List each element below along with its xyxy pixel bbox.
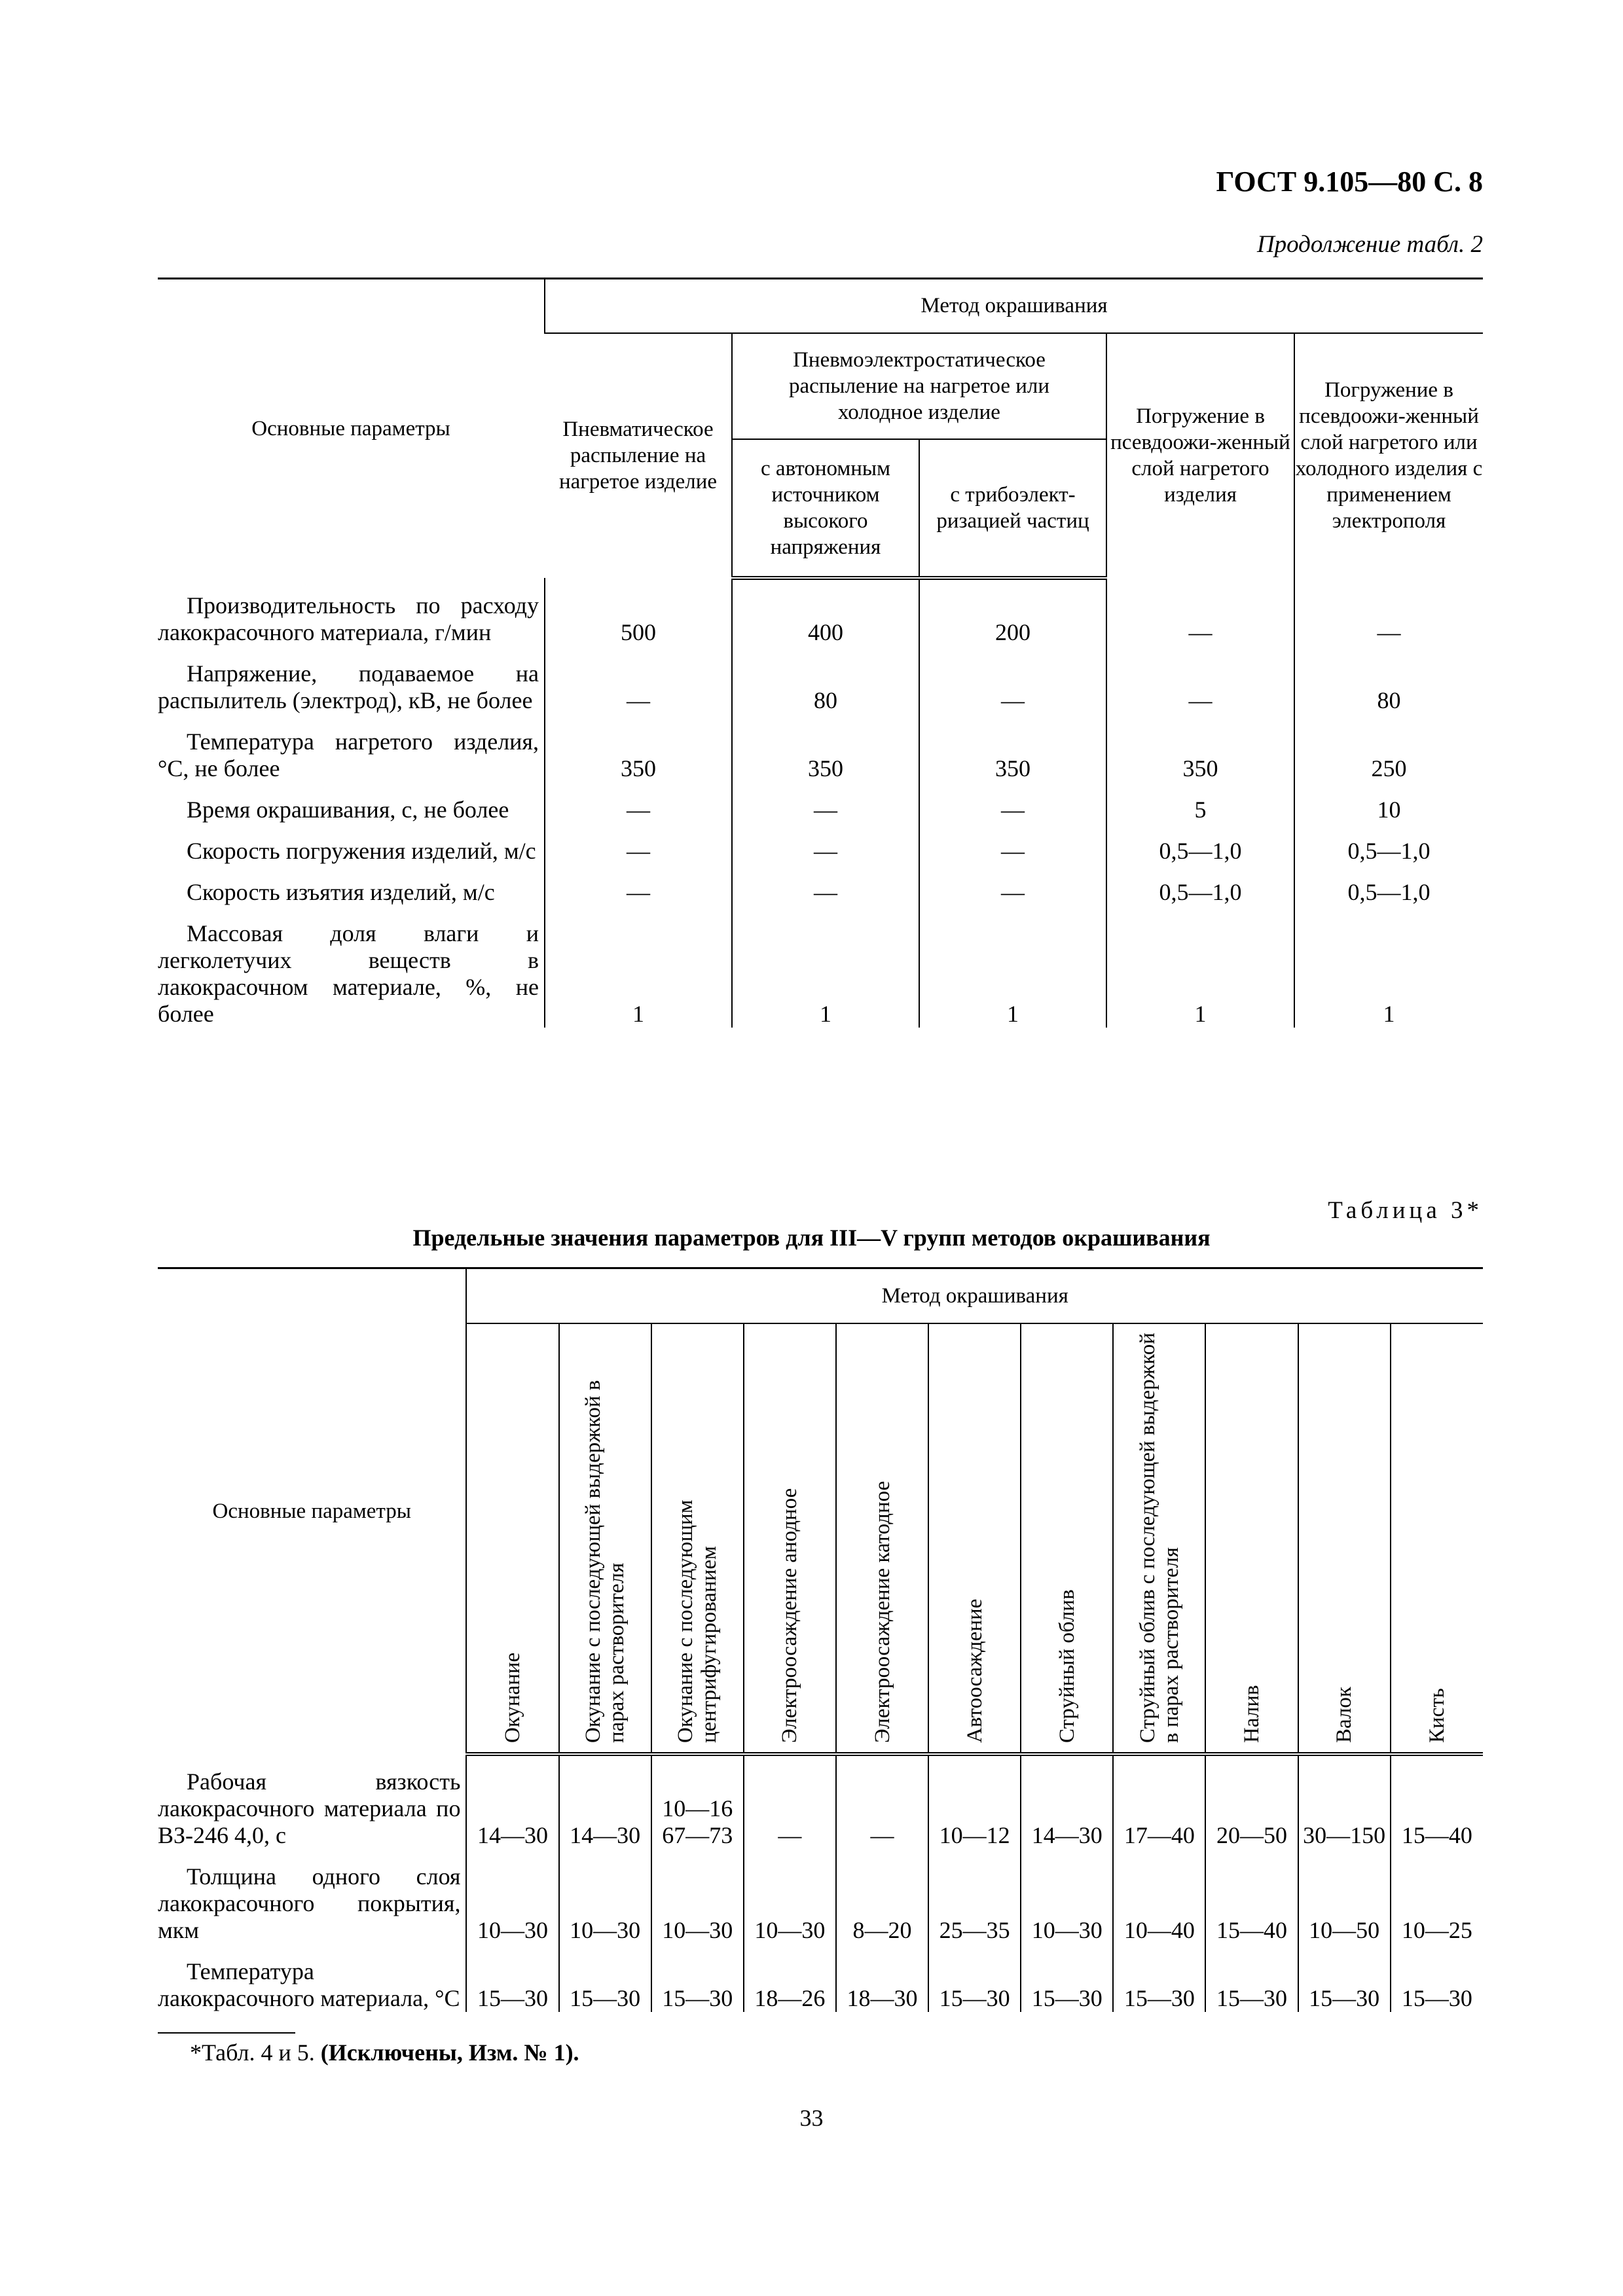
table-continuation-label: Продолжение табл. 2 (1256, 231, 1483, 258)
method-label: Струйный облив (1055, 1588, 1079, 1743)
value-cell: 1 (732, 906, 919, 1028)
footnote (190, 2039, 579, 2066)
table-row (158, 1944, 1483, 2012)
method-header: Метод окрашивания (466, 1268, 1483, 1323)
method-fluidized-field: Погружение в псевдоожи-женный слой нагретого или холодного изделия с применением электрополя (1294, 333, 1483, 578)
footnote-text: *Табл. 4 и 5. (190, 2039, 321, 2066)
value-cell: 1 (919, 906, 1106, 1028)
value-cell: 15—30 (928, 1944, 1021, 2012)
value-cell: 18—30 (836, 1944, 928, 2012)
value-cell: — (919, 646, 1106, 714)
value-cell: 10—30 (744, 1849, 836, 1944)
value-cell: 15—30 (651, 1944, 744, 2012)
value-cell: 10—12 (928, 1754, 1021, 1849)
table-row (158, 1754, 1483, 1849)
method-label: Автоосаждение (962, 1598, 987, 1743)
param-cell: Толщина одного слоя лакокрасочного покрытия, мкм (158, 1863, 461, 1943)
value-cell: 0,5—1,0 (1106, 865, 1294, 906)
param-cell: Скорость изъятия изделий, м/с (187, 878, 495, 905)
value-cell: 200 (919, 578, 1106, 646)
value-cell: 10—30 (651, 1849, 744, 1944)
value-cell: 18—26 (744, 1944, 836, 2012)
param-cell: Температура нагретого изделия, °С, не более (158, 728, 539, 781)
method-autonomous: с автономным источником высокого напряжения (732, 439, 919, 578)
value-cell: 14—30 (1021, 1754, 1113, 1849)
method-tribo: с трибоэлект-ризацией частиц (919, 439, 1106, 578)
value-cell: 1 (1106, 906, 1294, 1028)
table-row (158, 823, 1483, 865)
method-label: Окунание с последующей выдержкой в парах растворителя (581, 1380, 629, 1743)
param-cell: Напряжение, подаваемое на распылитель (электрод), кВ, не более (158, 660, 539, 713)
value-cell: 15—40 (1391, 1754, 1483, 1849)
value-cell: — (919, 823, 1106, 865)
value-cell: 0,5—1,0 (1106, 823, 1294, 865)
value-cell: 5 (1106, 782, 1294, 823)
param-header: Основные параметры (212, 1499, 411, 1524)
value-cell: — (732, 865, 919, 906)
page-number: 33 (799, 2105, 824, 2131)
value-cell: 15—30 (1205, 1944, 1298, 2012)
table-row (158, 578, 1483, 646)
value-cell: 14—30 (559, 1754, 651, 1849)
value-cell: 8—20 (836, 1849, 928, 1944)
value-cell: 80 (1294, 646, 1483, 714)
value-cell: — (919, 782, 1106, 823)
value-cell: — (1294, 578, 1483, 646)
value-cell: 10—30 (559, 1849, 651, 1944)
table-3-caption: Таблица 3* (1328, 1197, 1483, 1224)
value-cell: 15—40 (1205, 1849, 1298, 1944)
method-label: Окунание (501, 1652, 525, 1743)
value-cell: 17—40 (1113, 1754, 1205, 1849)
table-row (158, 906, 1483, 1028)
param-header: Основные параметры (251, 416, 450, 440)
footnote-bold: (Исключены, Изм. № 1). (320, 2039, 579, 2066)
value-cell: 10—30 (1021, 1849, 1113, 1944)
table-row (158, 865, 1483, 906)
value-cell: 10—25 (1391, 1849, 1483, 1944)
method-column-header (744, 1323, 836, 1754)
value-cell: 350 (732, 714, 919, 782)
value-cell: 15—30 (1113, 1944, 1205, 2012)
value-cell: 10—40 (1113, 1849, 1205, 1944)
param-cell: Время окрашивания, с, не более (187, 796, 509, 823)
value-cell: — (919, 865, 1106, 906)
value-cell: 10—50 (1298, 1849, 1391, 1944)
table-row (158, 1849, 1483, 1944)
method-label: Налив (1240, 1685, 1264, 1743)
value-cell: — (545, 646, 732, 714)
method-column-header (1021, 1323, 1113, 1754)
method-pneumatic: Пневматическое распыление на нагретое изделие (558, 418, 718, 493)
value-cell: 30—150 (1298, 1754, 1391, 1849)
method-label: Электроосаждение катодное (870, 1480, 894, 1743)
value-cell: 10 (1294, 782, 1483, 823)
value-cell: — (732, 823, 919, 865)
value-cell: 10—30 (466, 1849, 558, 1944)
method-column-header (559, 1323, 651, 1754)
value-cell: 14—30 (466, 1754, 558, 1849)
value-cell: 250 (1294, 714, 1483, 782)
method-label: Электроосаждение анодное (778, 1488, 802, 1743)
value-cell: 350 (919, 714, 1106, 782)
method-label: Струйный облив с последующей выдержкой в парах растворителя (1135, 1332, 1183, 1743)
method-label: Кисть (1425, 1687, 1449, 1743)
method-column-header (651, 1323, 744, 1754)
method-label: Окунание с последующим центрифугированием (674, 1499, 721, 1743)
value-cell: 350 (1106, 714, 1294, 782)
value-cell: — (545, 823, 732, 865)
value-cell: 15—30 (1021, 1944, 1113, 2012)
value-cell: — (836, 1754, 928, 1849)
param-cell: Температура лакокрасочного материала, °С (158, 1958, 460, 2011)
value-cell: — (545, 865, 732, 906)
method-column-header (1113, 1323, 1205, 1754)
document-header: ГОСТ 9.105—80 С. 8 (1216, 166, 1483, 198)
value-cell: 500 (545, 578, 732, 646)
method-header: Метод окрашивания (545, 279, 1483, 333)
method-column-header (1298, 1323, 1391, 1754)
method-column-header (466, 1323, 558, 1754)
method-column-header (928, 1323, 1021, 1754)
value-cell: 80 (732, 646, 919, 714)
method-column-header (1391, 1323, 1483, 1754)
value-cell: 0,5—1,0 (1294, 865, 1483, 906)
value-cell: — (1106, 578, 1294, 646)
param-cell: Массовая доля влаги и легколетучих веществ в лакокрасочном материале, %, не более (158, 920, 539, 1027)
value-cell: 0,5—1,0 (1294, 823, 1483, 865)
value-cell: 15—30 (1391, 1944, 1483, 2012)
value-cell: 15—30 (1298, 1944, 1391, 2012)
method-fluidized: Погружение в псевдоожи-женный слой нагретого изделия (1106, 333, 1294, 578)
param-cell: Рабочая вязкость лакокрасочного материала по ВЗ-246 4,0, с (158, 1768, 461, 1848)
method-pneumoelectro: Пневмоэлектростатическое распыление на нагретое или холодное изделие (732, 333, 1106, 439)
value-cell: 350 (545, 714, 732, 782)
value-cell: — (545, 782, 732, 823)
value-cell: — (1106, 646, 1294, 714)
value-cell: 25—35 (928, 1849, 1021, 1944)
param-cell: Производительность по расходу лакокрасочного материала, г/мин (158, 592, 539, 645)
table-row (158, 714, 1483, 782)
value-cell: 400 (732, 578, 919, 646)
value-cell: 1 (545, 906, 732, 1028)
method-label: Валок (1332, 1686, 1357, 1743)
method-column-header (836, 1323, 928, 1754)
footnote-divider (158, 2032, 295, 2034)
table-3-title: Предельные значения параметров для III—V групп методов окрашивания (412, 1225, 1211, 1251)
method-column-header (1205, 1323, 1298, 1754)
value-cell: — (744, 1754, 836, 1849)
value-cell: — (732, 782, 919, 823)
param-cell: Скорость погружения изделий, м/с (187, 837, 536, 864)
table-3 (158, 1267, 1483, 2012)
value-cell: 1 (1294, 906, 1483, 1028)
value-cell: 20—50 (1205, 1754, 1298, 1849)
value-cell: 15—30 (559, 1944, 651, 2012)
value-cell: 15—30 (466, 1944, 558, 2012)
table-2-continuation (158, 278, 1483, 1028)
table-row (158, 646, 1483, 714)
value-cell: 10—16 67—73 (651, 1754, 744, 1849)
table-row (158, 782, 1483, 823)
